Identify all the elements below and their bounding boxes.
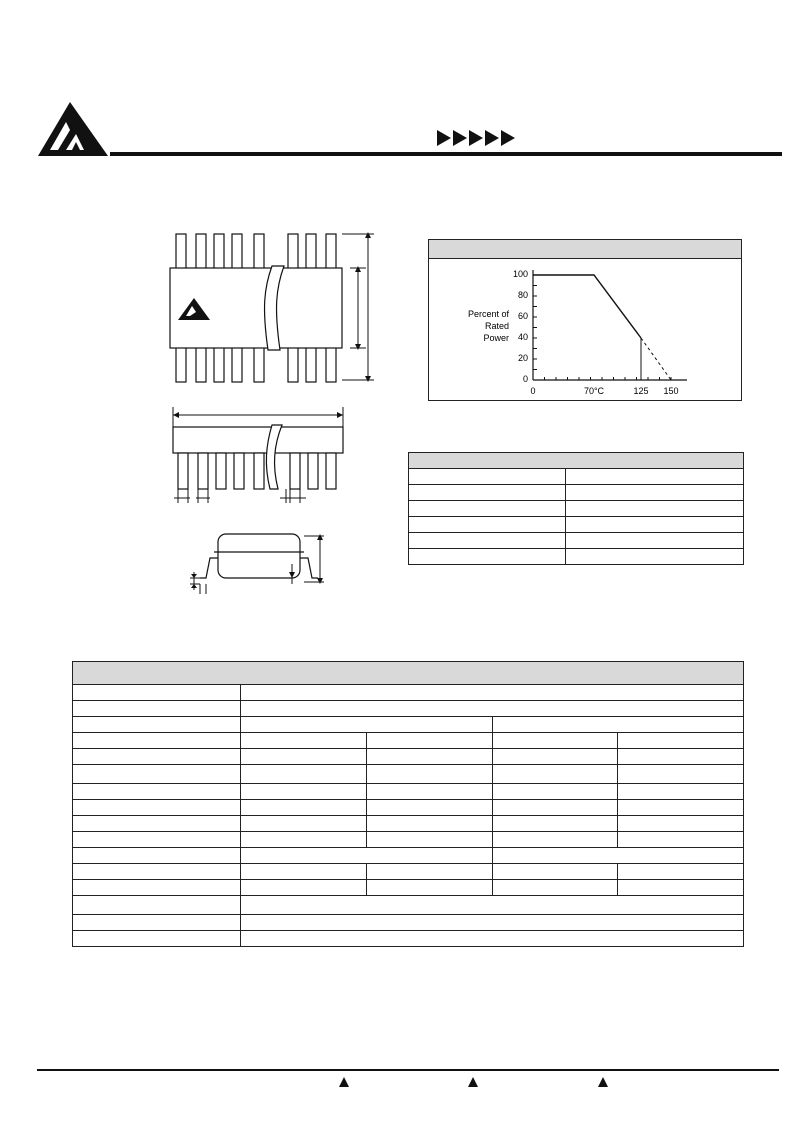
company-logo [36, 100, 110, 160]
table-row [73, 880, 744, 896]
extended-power-line [641, 338, 671, 380]
y-tick-label: 20 [517, 353, 528, 363]
table-row [73, 848, 744, 864]
derating-chart-panel [428, 239, 742, 401]
derating-chart-header [429, 240, 741, 259]
header-arrows-icon [437, 130, 515, 148]
y-tick-label: 80 [517, 290, 528, 300]
table-row [73, 701, 744, 717]
table-row [73, 765, 744, 784]
footer-rule [37, 1069, 779, 1071]
footer-triangle-icon [339, 1077, 349, 1087]
table-row [73, 832, 744, 848]
spec-table-small [408, 452, 744, 565]
header-rule [110, 152, 782, 156]
package-top-view [160, 228, 380, 388]
table-row [73, 816, 744, 832]
table-row [409, 485, 744, 501]
x-tick-label: 150 [663, 386, 679, 396]
table-row [73, 749, 744, 765]
y-tick-label: 40 [517, 332, 528, 342]
table-row [409, 501, 744, 517]
table-row [73, 800, 744, 816]
footer-triangle-icon [468, 1077, 478, 1087]
table-header [73, 662, 744, 685]
package-side-view [160, 405, 360, 510]
footer-triangle-icon [598, 1077, 608, 1087]
x-tick-label: 70°C [583, 386, 605, 396]
table-row [73, 915, 744, 931]
table-row [73, 864, 744, 880]
package-end-view [180, 528, 340, 598]
x-tick-label: 0 [530, 386, 536, 396]
y-tick-label: 0 [522, 374, 528, 384]
table-row [73, 685, 744, 701]
table-header [409, 453, 744, 469]
table-row [73, 896, 744, 915]
spec-table-large [72, 661, 744, 947]
rated-power-line [533, 275, 641, 338]
table-row [409, 549, 744, 565]
table-row [73, 784, 744, 800]
table-row [73, 733, 744, 749]
y-axis-label-line: Rated [484, 321, 509, 331]
table-row [409, 533, 744, 549]
y-axis-label-line: Power [483, 333, 509, 343]
y-tick-label: 60 [517, 311, 528, 321]
table-row [73, 717, 744, 733]
y-tick-label: 100 [512, 269, 528, 279]
table-row [409, 469, 744, 485]
derating-chart [429, 259, 741, 401]
table-row [73, 931, 744, 947]
x-tick-label: 125 [633, 386, 649, 396]
table-row [409, 517, 744, 533]
y-axis-label-line: Percent of [467, 309, 509, 319]
